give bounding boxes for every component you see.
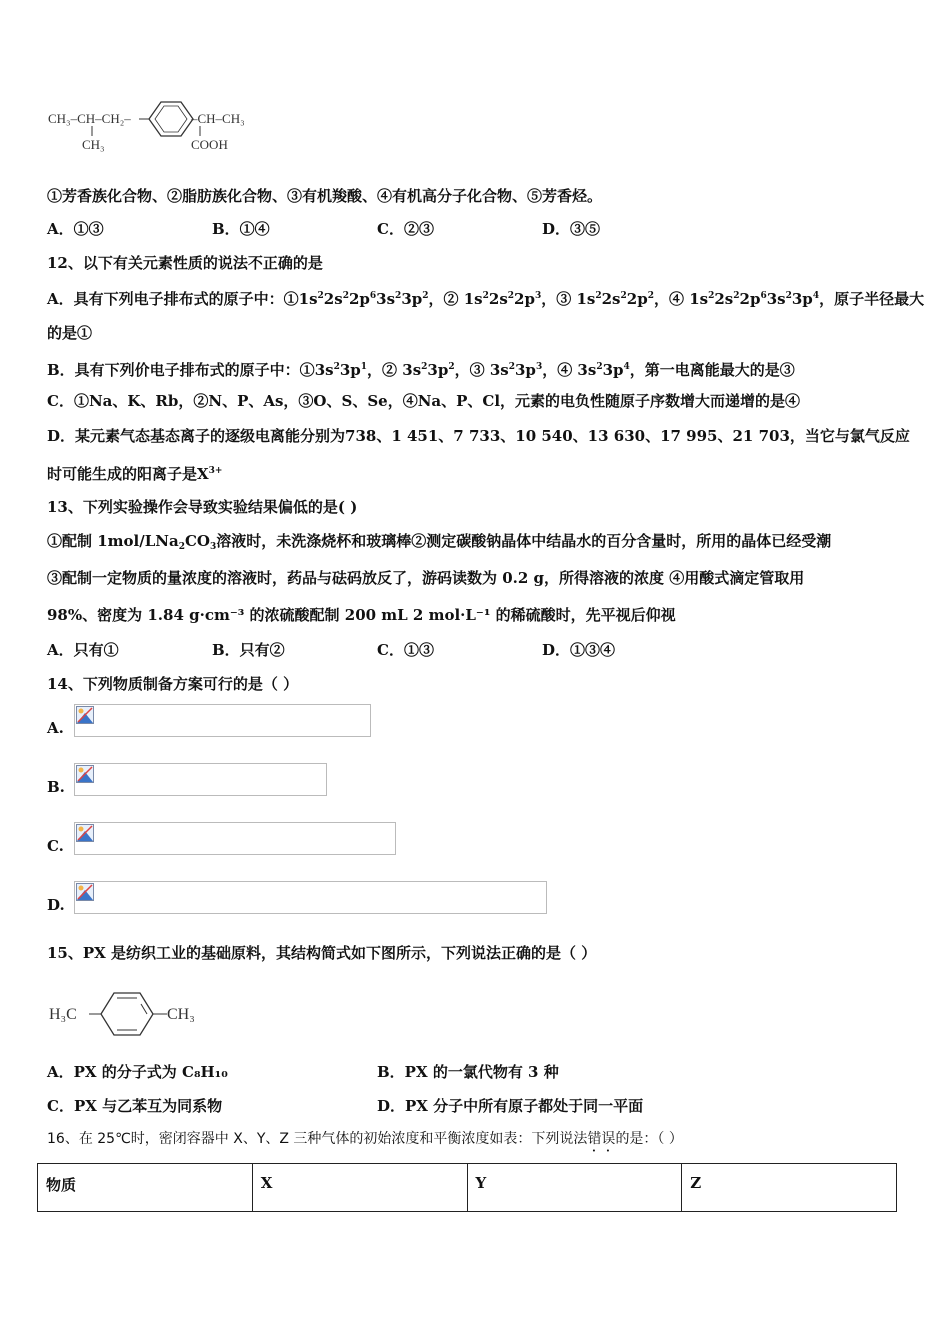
q12-option-c: C．①Na、K、Rb，②N、P、As，③O、S、Se，④Na、P、Cl，元素的电负性随原子序数增大而递增的是④: [47, 392, 801, 410]
q12-option-b: B．具有下列价电子排布式的原子中：$①3s^23p^1$，② $3s^23p^2$，③ $3s^23p^3$，④ $3s^23p^4$，第一电离能最大的是③: [47, 361, 795, 379]
q12-option-a: A．具有下列电子排布式的原子中：$①1s^22s^22p^63s^23p^2$，② $1s^22s^22p^3$，③ $1s^22s^22p^2$，④ $1s^22s^22p^63s^23p^4$，原子半径最大: [47, 290, 925, 308]
q14-option-a-label: A.: [47, 719, 64, 737]
broken-image-icon: [76, 883, 94, 901]
q13-option-c: C．①③: [377, 641, 434, 659]
q11-option-c: C．②③: [377, 220, 434, 238]
broken-image-icon: [76, 765, 94, 783]
q15-option-d: D．PX 分子中所有原子都处于同一平面: [377, 1097, 644, 1115]
q13-line-1: ①配制 $1mol/LNa_2CO_3$溶液时，未洗涤烧杯和玻璃棒②测定碳酸钠晶体中结晶水的百分含量时，所用的晶体已经受潮: [47, 532, 832, 552]
q11-stem: ①芳香族化合物、②脂肪族化合物、③有机羧酸、④有机高分子化合物、⑤芳香烃。: [47, 187, 603, 205]
q14-option-c-label: C.: [47, 837, 64, 855]
q13-option-a: A．只有①: [47, 641, 119, 659]
table-header-cell: Z: [682, 1164, 897, 1212]
px-structure: [45, 985, 215, 1041]
q13-option-b: B．只有②: [212, 641, 285, 659]
q14-option-a-image: [74, 704, 371, 737]
struct-h3c: H₃C: [49, 1006, 77, 1023]
table-header-cell: 物质: [38, 1164, 253, 1212]
broken-image-icon: [76, 824, 94, 842]
struct-left-branch: CH₃: [82, 137, 105, 152]
q12-option-d-cont: 时可能生成的阳离子是$X^{3+}$: [47, 465, 223, 483]
q11-option-b: B．①④: [212, 220, 270, 238]
q14-option-b-label: B.: [47, 778, 65, 796]
q14-title: 14、下列物质制备方案可行的是（ ）: [47, 675, 299, 693]
q13-title: 13、下列实验操作会导致实验结果偏低的是( ): [47, 498, 358, 516]
q12-title: 12、以下有关元素性质的说法不正确的是: [47, 254, 323, 272]
broken-image-icon: [76, 706, 94, 724]
q12-option-d: D．某元素气态基态离子的逐级电离能分别为738、1 451、7 733、10 540、13 630、17 995、21 703，当它与氯气反应: [47, 427, 910, 445]
q15-option-c: C．PX 与乙苯互为同系物: [47, 1097, 223, 1115]
q15-option-b: B．PX 的一氯代物有 3 种: [377, 1063, 559, 1081]
struct-left-main: CH₃–CH–CH₂–: [48, 111, 131, 126]
q14-option-b-image: [74, 763, 327, 796]
q14-option-d-image: [74, 881, 547, 914]
q14-option-d-label: D.: [47, 896, 65, 914]
table-row: [38, 1164, 897, 1212]
q12-option-a-cont: 的是①: [47, 324, 93, 342]
q13-option-d: D．①③④: [542, 641, 616, 659]
struct-right-branch: COOH: [191, 137, 228, 152]
table-header-cell: X: [252, 1164, 467, 1212]
q16-table: [37, 1163, 897, 1212]
struct-right-main: –CH–CH₃: [191, 111, 245, 126]
q11-option-a: A．①③: [47, 220, 104, 238]
ibuprofen-structure: [45, 95, 265, 157]
q11-option-d: D．③⑤: [542, 220, 601, 238]
q13-line-2: ③配制一定物质的量浓度的溶液时，药品与砝码放反了，游码读数为 0.2 g，所得溶液的浓度 ④用酸式滴定管取用: [47, 569, 805, 587]
q13-line-3: 98%、密度为 1.84 g·cm⁻³ 的浓硫酸配制 200 mL 2 mol·L⁻¹ 的稀硫酸时，先平视后仰视: [47, 606, 676, 624]
q16-title: 16、在 25℃时，密闭容器中 X、Y、Z 三种气体的初始浓度和平衡浓度如表：下列说法错误的是：（ ）: [47, 1131, 683, 1147]
q15-title: 15、PX 是纺织工业的基础原料，其结构简式如下图所示，下列说法正确的是（ ）: [47, 944, 597, 962]
table-header-cell: Y: [467, 1164, 682, 1212]
struct-ch3: CH₃: [167, 1006, 195, 1023]
q14-option-c-image: [74, 822, 396, 855]
q15-option-a: A．PX 的分子式为 C₈H₁₀: [47, 1063, 228, 1081]
